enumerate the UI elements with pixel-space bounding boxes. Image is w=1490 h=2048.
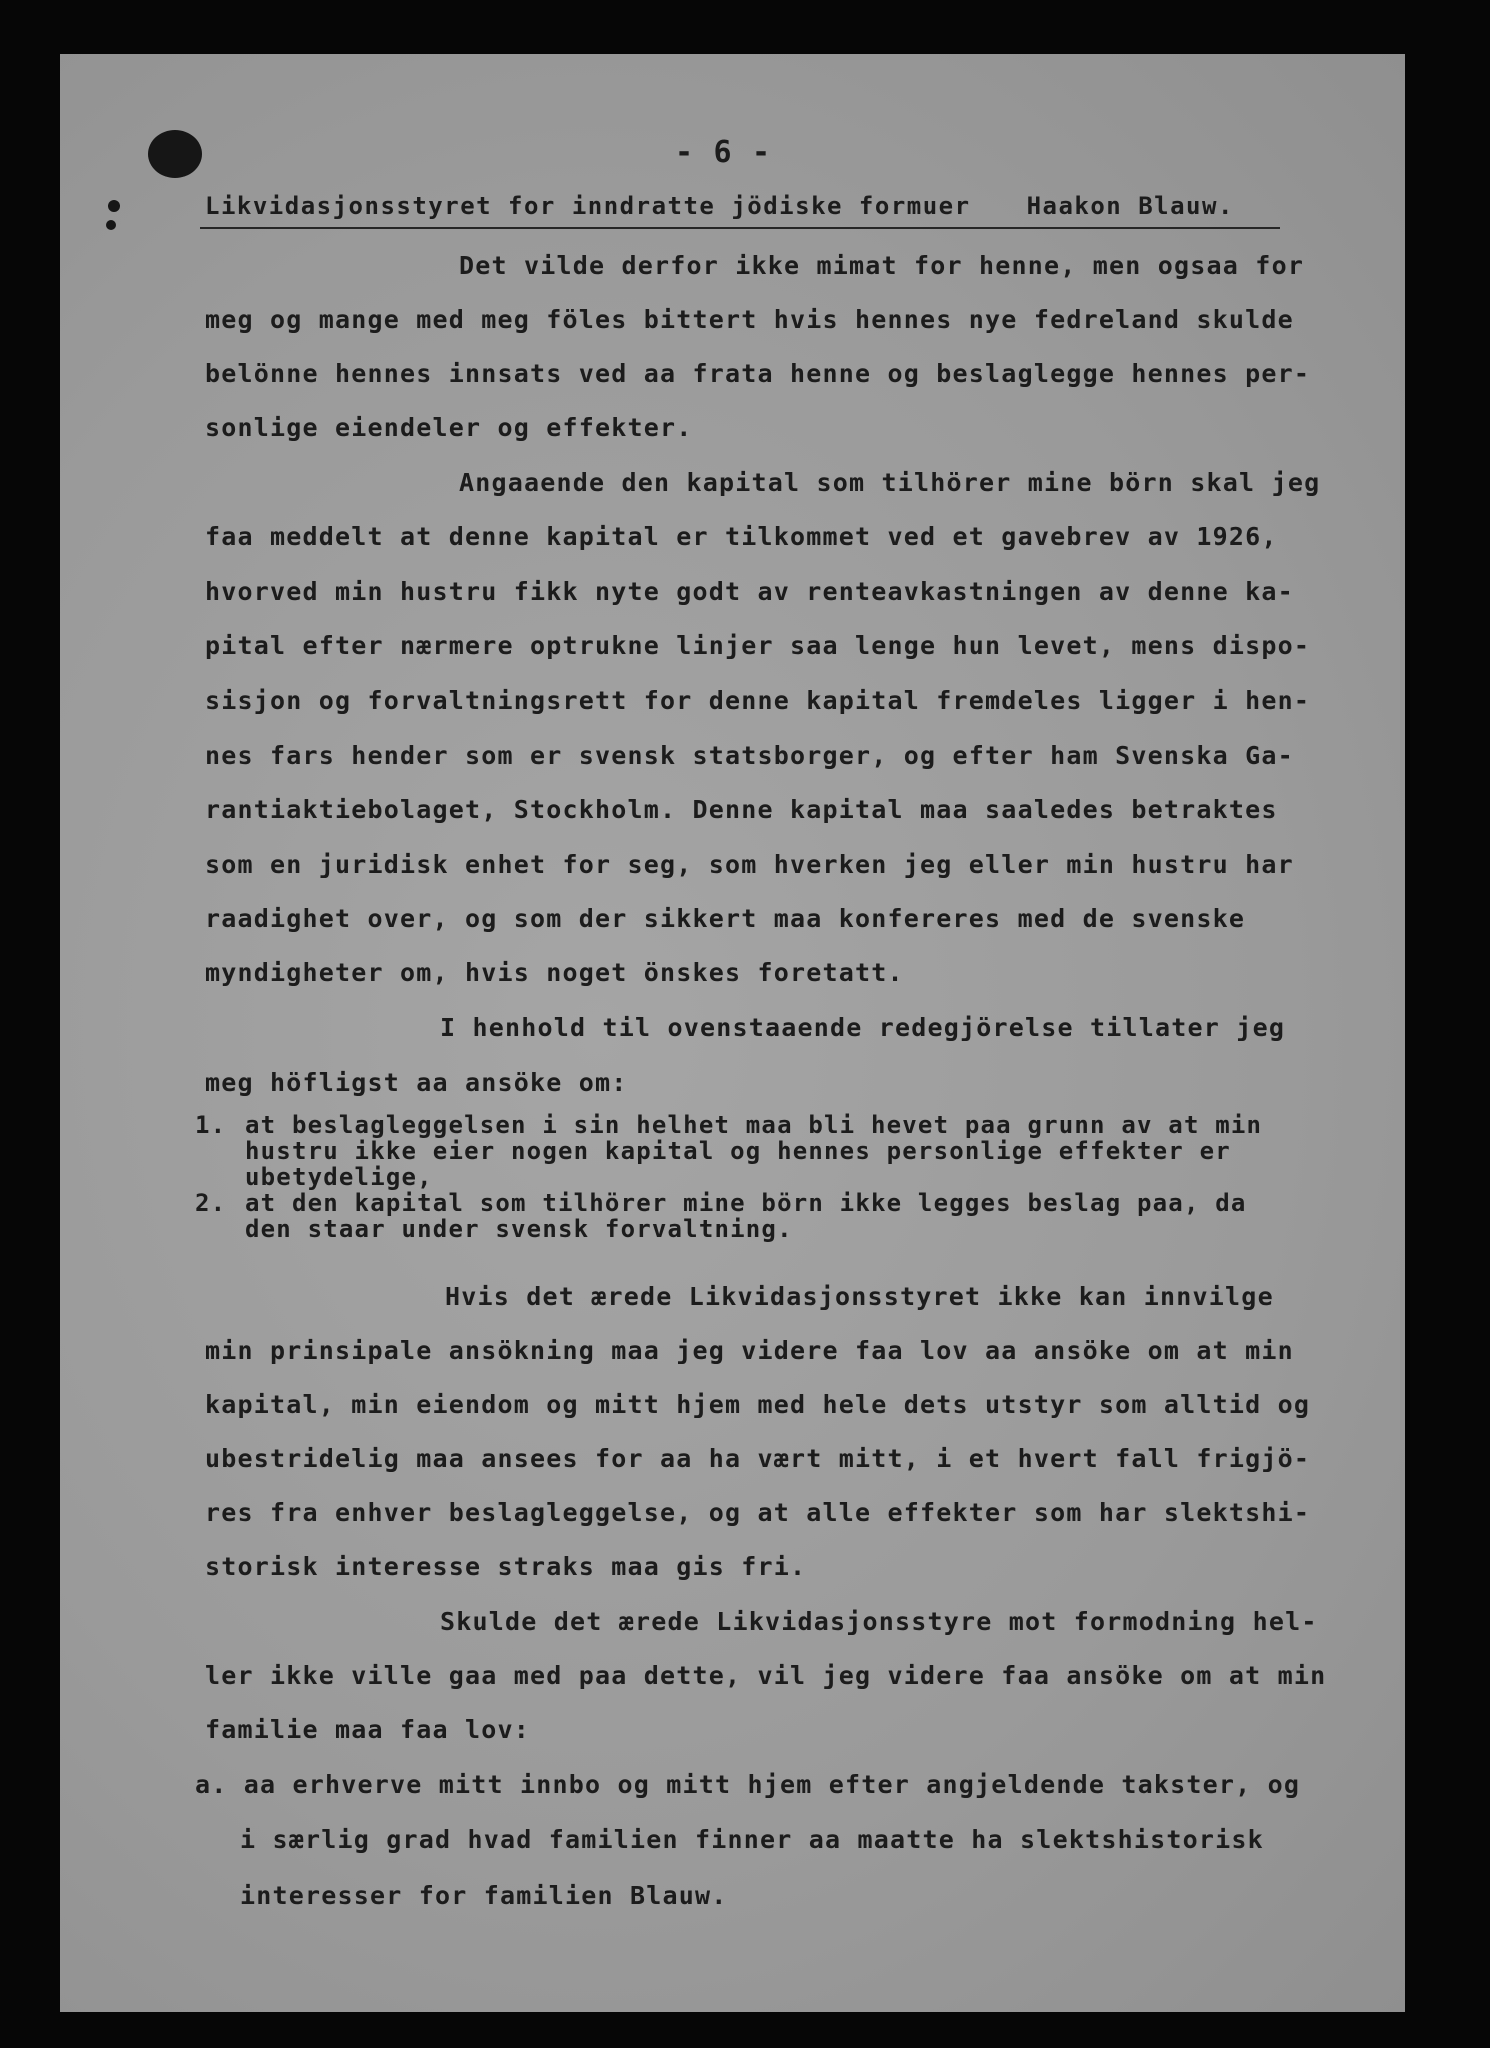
body-line: hvorved min hustru fikk nyte godt av renteavkastningen av denne ka- <box>205 577 1294 606</box>
body-line: res fra enhver beslagleggelse, og at alle effekter som har slektshi- <box>205 1498 1311 1527</box>
page-number: - 6 - <box>675 135 772 170</box>
body-line: I henhold til ovenstaaende redegjörelse tillater jeg <box>440 1013 1286 1042</box>
header-author: Haakon Blauw. <box>1026 192 1234 220</box>
body-line: belönne hennes innsats ved aa frata henne og beslaglegge hennes per- <box>205 359 1311 388</box>
body-line: faa meddelt at denne kapital er tilkommet ved et gavebrev av 1926, <box>205 522 1278 551</box>
list-item-line: at den kapital som tilhörer mine börn ikke legges beslag paa, da <box>245 1189 1247 1217</box>
body-line: kapital, min eiendom og mitt hjem med hele dets utstyr som alltid og <box>205 1390 1311 1419</box>
body-line: a. aa erhverve mitt innbo og mitt hjem efter angjeldende takster, og <box>195 1770 1301 1799</box>
list-item-number: 2. <box>195 1189 227 1217</box>
punch-hole-mark <box>108 200 120 212</box>
ink-blot-mark <box>148 130 202 178</box>
body-line: i særlig grad hvad familien finner aa maatte ha slektshistorisk <box>240 1825 1264 1854</box>
body-line: Det vilde derfor ikke mimat for henne, men ogsaa for <box>459 251 1305 280</box>
body-line: sisjon og forvaltningsrett for denne kapital fremdeles ligger i hen- <box>205 686 1311 715</box>
punch-hole-mark <box>106 220 116 230</box>
body-line: storisk interesse straks maa gis fri. <box>205 1552 807 1581</box>
body-line: nes fars hender som er svensk statsborger, og efter ham Svenska Ga- <box>205 741 1294 770</box>
body-line: ler ikke ville gaa med paa dette, vil jeg videre faa ansöke om at min <box>205 1661 1327 1690</box>
list-item-line: at beslagleggelsen i sin helhet maa bli hevet paa grunn av at min <box>245 1111 1263 1139</box>
list-item-line: den staar under svensk forvaltning. <box>245 1215 793 1243</box>
header-underline <box>200 227 1280 229</box>
body-line: ubestridelig maa ansees for aa ha vært mitt, i et hvert fall frigjö- <box>205 1444 1311 1473</box>
body-line: raadighet over, og som der sikkert maa konfereres med de svenske <box>205 904 1246 933</box>
body-line: Skulde det ærede Likvidasjonsstyre mot formodning hel- <box>440 1607 1318 1636</box>
body-line: rantiaktiebolaget, Stockholm. Denne kapital maa saaledes betraktes <box>205 795 1278 824</box>
body-line: Angaaende den kapital som tilhörer mine börn skal jeg <box>459 468 1321 497</box>
body-line: meg höfligst aa ansöke om: <box>205 1068 628 1097</box>
body-line: interesser for familien Blauw. <box>240 1881 728 1910</box>
body-line: familie maa faa lov: <box>205 1715 531 1744</box>
list-item-line: hustru ikke eier nogen kapital og hennes personlige effekter er <box>245 1137 1231 1165</box>
body-line: min prinsipale ansökning maa jeg videre faa lov aa ansöke om at min <box>205 1336 1294 1365</box>
list-item-number: 1. <box>195 1111 227 1139</box>
document-header <box>205 192 1234 220</box>
body-line: Hvis det ærede Likvidasjonsstyret ikke kan innvilge <box>445 1282 1274 1311</box>
body-line: pital efter nærmere optrukne linjer saa lenge hun levet, mens dispo- <box>205 631 1311 660</box>
header-organization: Likvidasjonsstyret for inndratte jödiske formuer <box>205 192 971 220</box>
body-line: sonlige eiendeler og effekter. <box>205 413 693 442</box>
body-line: meg og mange med meg föles bittert hvis hennes nye fedreland skulde <box>205 305 1294 334</box>
body-line: myndigheter om, hvis noget önskes foretatt. <box>205 958 904 987</box>
body-line: som en juridisk enhet for seg, som hverken jeg eller min hustru har <box>205 850 1294 879</box>
list-item-line: ubetydelige, <box>245 1163 433 1191</box>
